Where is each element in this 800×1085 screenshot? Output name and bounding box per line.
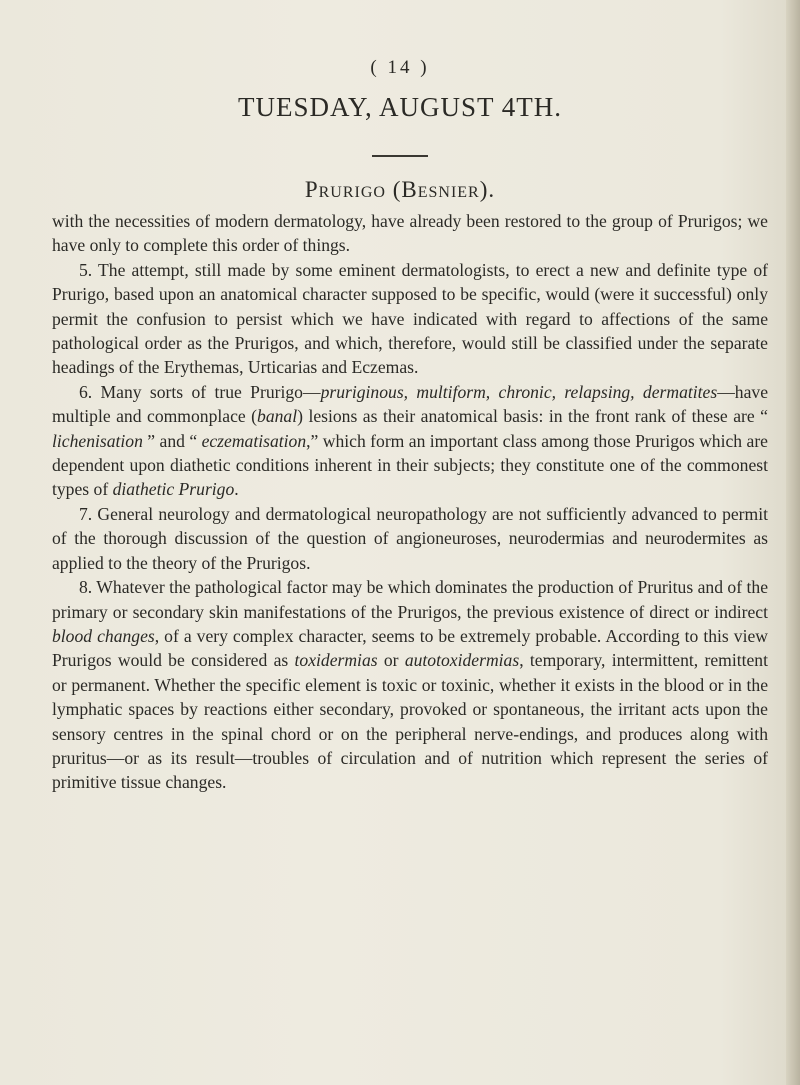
italic-term: toxidermias bbox=[294, 650, 378, 671]
day-heading: TUESDAY, AUGUST 4TH. bbox=[237, 92, 563, 122]
paragraph-text: 7. General neurology and dermatological neuropathology are not sufficiently advanced to permit of the thorough discussion of the question of angioneuroses, neurodermias and neurodermites as applied to the theory of the Prurigos. bbox=[52, 503, 768, 573]
italic-term: lichenisation bbox=[52, 430, 143, 451]
page-number: ( 14 ) bbox=[370, 57, 430, 78]
paragraph-text: ,” which form an important class among those Prurigos which are dependent upon diathetic conditions inherent in their subjects; they constitute one of the commonest types of bbox=[52, 430, 768, 500]
section-title: Prurigo (Besnier). bbox=[304, 177, 496, 202]
italic-term: blood changes bbox=[52, 625, 155, 646]
paragraph-5 bbox=[52, 258, 768, 380]
paragraph-text: ” and “ bbox=[142, 430, 202, 451]
page-edge-shadow bbox=[786, 0, 800, 1085]
italic-term: eczematisation bbox=[201, 430, 307, 451]
paragraph-6 bbox=[52, 380, 768, 502]
paragraph-text: —have multiple and commonplace ( bbox=[52, 381, 769, 427]
paragraph-text: 8. Whatever the pathological factor may be which dominates the production of Pruritus and of the primary or secondary skin manifestations of the Prurigos, the previous existence of direct or indirect bbox=[52, 577, 768, 622]
paragraph-text: , of a very complex character, seems to be extremely probable. According to this view Prurigos would be considered as bbox=[52, 625, 768, 671]
italic-term: diathetic Prurigo bbox=[112, 479, 235, 500]
paragraph-text: , temporary, intermittent, remittent or permanent. Whether the specific element is toxic or toxinic, whether it exists in the blood or in the lymphatic spaces by reactions either secondary, provoked or spontaneous, the irritant acts upon the sensory centres in the spinal chord or on the peripheral nerve-endings, and produces along with pruritus—or as its result—troubles of circulation and of nutrition which represent the series of primitive tissue changes. bbox=[52, 650, 768, 793]
italic-term: pruriginous, multiform, chronic, relapsing, dermatites bbox=[320, 381, 718, 402]
paragraph-7 bbox=[52, 502, 768, 575]
paragraph-text: . bbox=[234, 479, 239, 500]
paragraph-8 bbox=[52, 575, 768, 795]
paragraph-text: with the necessities of modern dermatology, have already been restored to the group of Prurigos; we have only to complete this order of things. bbox=[52, 211, 768, 256]
body-text bbox=[52, 209, 768, 795]
italic-term: autotoxidermias bbox=[404, 650, 520, 671]
paragraph-text: 5. The attempt, still made by some eminent dermatologists, to erect a new and definite type of Prurigo, based upon an anatomical character supposed to be specific, would (were it successful) only permit the confusion to persist which we have indicated with regard to affections of the same pathological order as the Prurigos, and which, therefore, would still be classified under the separate headings of the Erythemas, Urticarias and Eczemas. bbox=[52, 259, 768, 378]
italic-term: banal bbox=[257, 406, 298, 427]
heading-divider bbox=[372, 155, 428, 157]
paragraph-text: ) lesions as their anatomical basis: in the front rank of these are “ bbox=[297, 406, 768, 427]
paragraph-text: 6. Many sorts of true Prurigo— bbox=[79, 381, 321, 402]
paragraph-text: or bbox=[377, 650, 405, 671]
paragraph-continuation bbox=[52, 209, 768, 258]
